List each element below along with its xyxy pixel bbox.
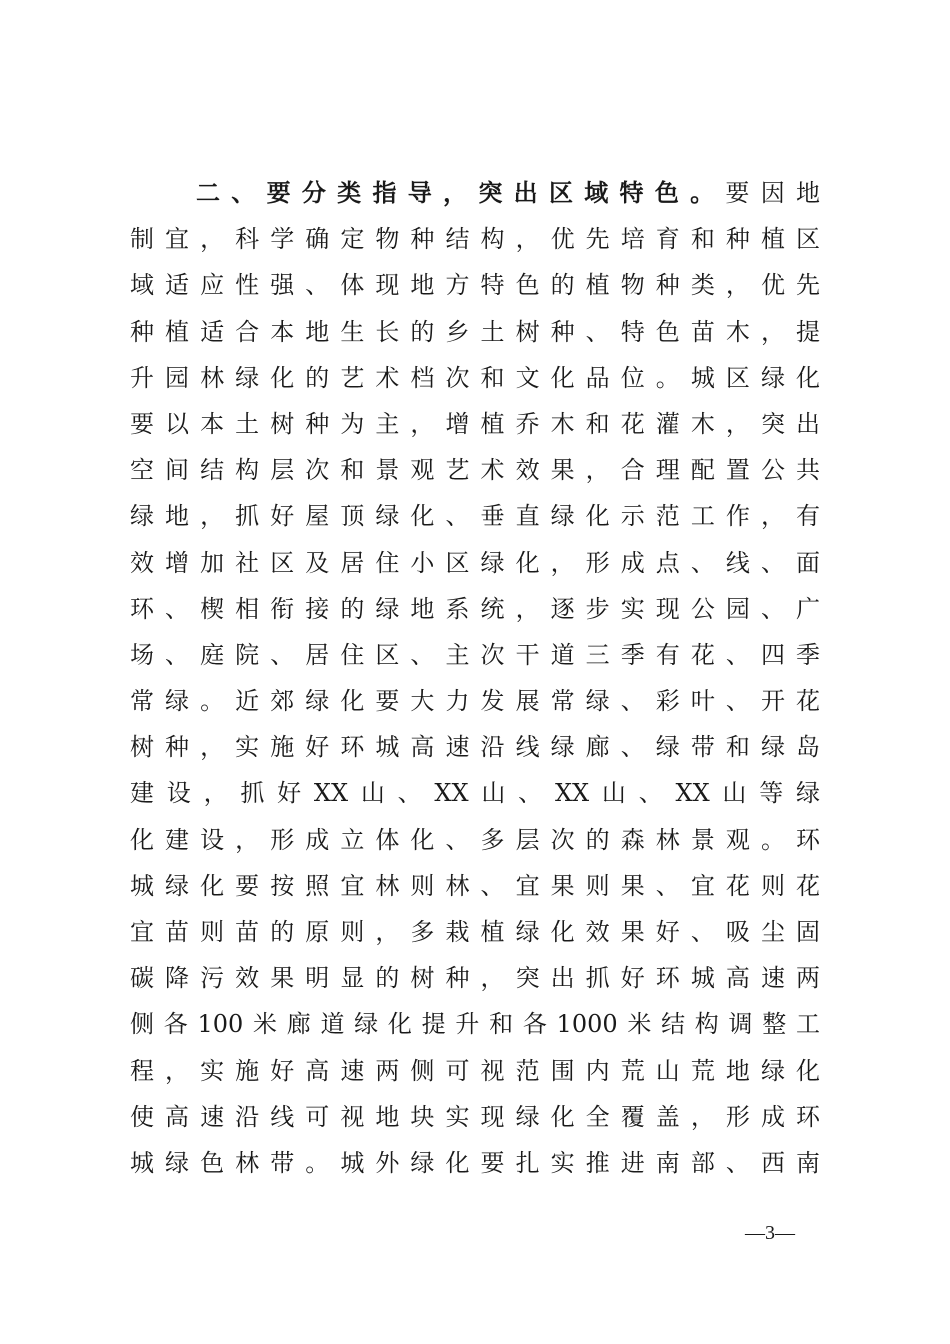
paragraph-line: 常绿。近郊绿化要大力发展常绿、彩叶、开花 — [130, 687, 820, 716]
page-number: —3— — [745, 1222, 795, 1244]
body-paragraph — [130, 170, 820, 1186]
paragraph-line: 碳降污效果明显的树种，突出抓好环城高速两 — [130, 964, 820, 993]
paragraph-line: 侧各100米廊道绿化提升和各1000米结构调整工 — [130, 1010, 820, 1039]
paragraph-line: 场、庭院、居住区、主次干道三季有花、四季 — [130, 640, 820, 669]
section-heading: 二、要分类指导，突出区域特色。 — [196, 178, 726, 207]
paragraph-line: 使高速沿线可视地块实现绿化全覆盖，形成环 — [130, 1102, 820, 1131]
paragraph-line: 程，实施好高速两侧可视范围内荒山荒地绿化 — [130, 1056, 820, 1085]
paragraph-line: 空间结构层次和景观艺术效果，合理配置公共 — [130, 456, 820, 485]
paragraph-text: 要因地 — [725, 179, 821, 207]
paragraph-line: 宜苗则苗的原则，多栽植绿化效果好、吸尘固 — [130, 918, 820, 946]
paragraph-line: 制宜，科学确定物种结构，优先培育和种植区 — [130, 225, 820, 254]
paragraph-line: 化建设，形成立体化、多层次的森林景观。环 — [130, 825, 820, 854]
paragraph-line: 种植适合本地生长的乡土树种、特色苗木，提 — [130, 317, 820, 346]
paragraph-line: 城绿色林带。城外绿化要扎实推进南部、西南 — [130, 1148, 820, 1177]
paragraph-line: 树种，实施好环城高速沿线绿廊、绿带和绿岛 — [130, 733, 820, 762]
paragraph-line: 要以本土树种为主，增植乔木和花灌木，突出 — [130, 409, 820, 438]
paragraph-line: 绿地，抓好屋顶绿化、垂直绿化示范工作，有 — [130, 502, 820, 531]
paragraph-line: 城绿化要按照宜林则林、宜果则果、宜花则花 — [130, 871, 820, 900]
paragraph-line-1 — [130, 170, 820, 216]
paragraph-line: 建设，抓好XX山、XX山、XX山、XX山等绿 — [130, 779, 820, 808]
paragraph-line: 升园林绿化的艺术档次和文化品位。城区绿化 — [130, 363, 820, 392]
paragraph-line: 环、楔相衔接的绿地系统，逐步实现公园、广 — [130, 594, 820, 623]
paragraph-line: 效增加社区及居住小区绿化，形成点、线、面 — [130, 548, 820, 577]
paragraph-line: 域适应性强、体现地方特色的植物种类，优先 — [130, 271, 820, 300]
